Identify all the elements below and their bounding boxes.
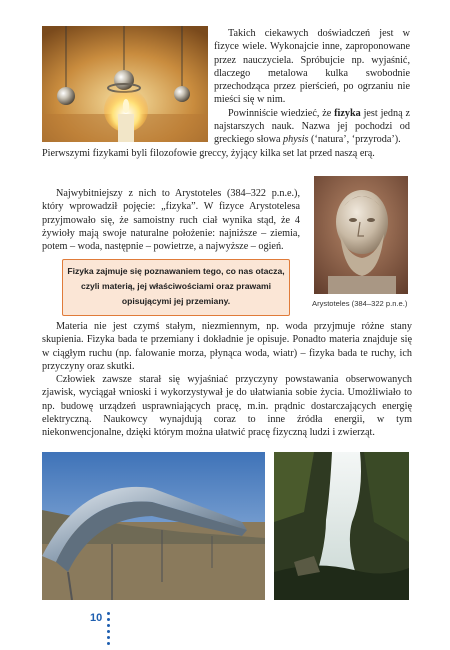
aristotle-bust-photo (314, 176, 408, 294)
fizyka-text-b: jest jedną z najstarszych nauk. Nazwa jej pochodzi od greckiego słowa (214, 107, 410, 146)
definition-line-3: opisującymi jej przemiany. (121, 296, 231, 306)
aristotle-paragraph: Najwybitniejszy z nich to Arystoteles (384–322 p.n.e.), który wprowadził pojęcie: „fizyka”. W fizyce Arystotelesa przyjmowało się, że samoistny ruch ciał wynika stąd, że 4 żywioły mają swoje naturalne położenie: najniższe – ziemia, potem – woda, następnie – powietrze, a najwyższe – ogień. (42, 188, 300, 253)
page-number: 10 (90, 612, 103, 624)
page-dots-decoration (107, 612, 111, 648)
definition-box (62, 259, 290, 316)
experiment-photo (42, 26, 208, 142)
fizyka-paragraph (214, 107, 410, 147)
fizyka-text-a: Powinniście wiedzieć, że (228, 107, 335, 119)
physis-term: physis (283, 134, 309, 146)
definition-line-1: Fizyka zajmuje się poznawaniem tego, co nas otacza, (67, 266, 285, 276)
definition-line-2: czyli materią, jej właściwościami oraz prawami (80, 281, 272, 291)
matter-paragraph: Materia nie jest czymś stałym, niezmiennym, np. woda przyjmuje różne stany skupienia. Fizyka bada te przemiany i dokładnie je opisuje. Ponadto materia znajduje się w ciągłym ruchu (np. falowanie morza, płynąca woda, wiatr) – fizyka bada te ruchy, ich przyczyny oraz skutki. (42, 321, 412, 372)
intro-text-block (214, 27, 410, 147)
human-paragraph: Człowiek zawsze starał się wyjaśniać przyczyny powstawania obserwowanych zjawisk, wyciągał wnioski i wykorzystywał je do ułatwiania sobie życia. Umożliwiało to np. budowę urządzeń usprawniających pracę, m.in. prądnic dostarczających energię elektryczną. Naukowcy wynajdują coraz to inne źródła energii, w tym niekonwencjonalne, dzięki którym można ułatwić pracę fizyczną ludzi i zwierząt. (42, 374, 412, 439)
intro-paragraph: Takich ciekawych doświadczeń jest w fizyce wiele. Wykonajcie inne, zaproponowane przez nauczyciela. Spróbujcie np. wyjaśnić, dlaczego metalowa kulka swobodnie przechodząca przez pierścień, po ogrzaniu nie mieści się w nim. (214, 28, 410, 106)
solar-mirrors-photo (42, 452, 265, 600)
matter-text-block (42, 320, 412, 440)
fizyka-term: fizyka (334, 107, 361, 119)
philosophers-line: Pierwszymi fizykami byli filozofowie greccy, żyjący kilka set lat przed naszą erą. (42, 148, 375, 159)
waterfall-photo (274, 452, 409, 600)
fizyka-text-c: (‘natura’, ‘przyroda’). (308, 134, 401, 146)
bust-caption: Arystoteles (384–322 p.n.e.) (312, 299, 408, 308)
